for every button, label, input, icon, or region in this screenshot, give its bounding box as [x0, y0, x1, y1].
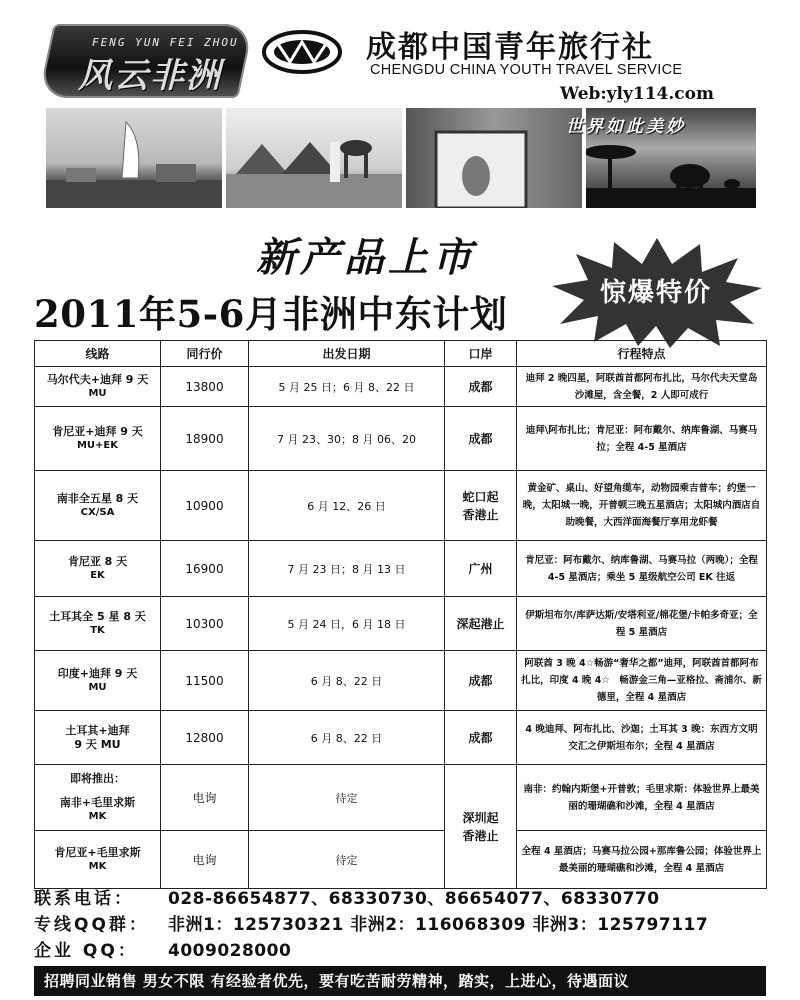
- table-row: [35, 711, 767, 765]
- photo-pyramids: [226, 108, 402, 208]
- dates-cell: 7 月 23 日；8 月 13 日: [249, 541, 445, 597]
- table-row: [35, 407, 767, 471]
- price-cell: 电询: [161, 765, 249, 831]
- route-cell: 印度+迪拜 9 天 MU: [35, 651, 161, 711]
- dates-cell: 待定: [249, 831, 445, 889]
- route-cell: 土耳其+迪拜 9 天 MU: [35, 711, 161, 765]
- contact-qq-group-value: 非洲1：125730321 非洲2：116068309 非洲3：125797117: [168, 915, 709, 935]
- table-row: [35, 597, 767, 651]
- route-cell: 马尔代夫+迪拜 9 天 MU: [35, 367, 161, 407]
- features-cell: 南非：约翰内斯堡+开普敦；毛里求斯：体验世界上最美丽的珊瑚礁和沙滩，全程 4 星酒店: [517, 765, 767, 831]
- dates-cell: 6 月 12、26 日: [249, 471, 445, 541]
- header: [0, 0, 800, 108]
- itinerary-table: [34, 340, 767, 889]
- route-cell: 肯尼亚 8 天 EK: [35, 541, 161, 597]
- slogan: 世界如此美妙: [566, 117, 686, 137]
- brand-title: 风云非洲: [78, 56, 222, 96]
- dates-cell: 5 月 25 日；6 月 8、22 日: [249, 367, 445, 407]
- table-header-row: [35, 341, 767, 367]
- port-cell: 蛇口起 香港止: [445, 471, 517, 541]
- contact-phone-value: 028-86654877、68330730、86654077、68330770: [168, 889, 660, 909]
- dates-cell: 待定: [249, 765, 445, 831]
- contact-qq-label: 企业 QQ：: [34, 941, 138, 961]
- route-cell: 南非全五星 8 天 CX/SA: [35, 471, 161, 541]
- photo-dubai: [46, 108, 222, 208]
- price-cell: 10300: [161, 597, 249, 651]
- features-cell: 迪拜 2 晚四星，阿联酋首都阿布扎比，马尔代夫天堂岛沙滩屋，含全餐，2 人即可成行: [517, 367, 767, 407]
- route-cell: 肯尼亚+毛里求斯 MK: [35, 831, 161, 889]
- recruitment-banner: 招聘同业销售 男女不限 有经验者优先，要有吃苦耐劳精神，踏实，上进心，待遇面议: [34, 966, 766, 996]
- dates-cell: 5 月 24 日，6 月 18 日: [249, 597, 445, 651]
- dates-cell: 7 月 23、30；8 月 06、20: [249, 407, 445, 471]
- header-route: 线路: [35, 341, 161, 367]
- table-row: [35, 471, 767, 541]
- features-cell: 迪拜\阿布扎比；肯尼亚：阿布戴尔、纳库鲁湖、马赛马拉；全程 4-5 星酒店: [517, 407, 767, 471]
- contact-qq-group: [34, 910, 708, 935]
- features-cell: 黄金矿、桌山、好望角缆车，动物园乘吉普车；约堡一晚，太阳城一晚，开普顿三晚五星酒店；太阳城内酒店自助晚餐，大西洋面海餐厅享用龙虾餐: [517, 471, 767, 541]
- table-row: [35, 765, 767, 831]
- port-cell: 广州: [445, 541, 517, 597]
- company-name-cn: 成都中国青年旅行社: [366, 30, 654, 65]
- port-cell: 深圳起 香港止: [445, 765, 517, 889]
- features-cell: 肯尼亚：阿布戴尔、纳库鲁湖、马赛马拉（两晚）；全程 4-5 星酒店；乘坐 5 星级航空公司 EK 往返: [517, 541, 767, 597]
- port-cell: 成都: [445, 407, 517, 471]
- contact-phone: [34, 884, 660, 909]
- price-cell: 12800: [161, 711, 249, 765]
- website: Web:yly114.com: [560, 84, 714, 104]
- contact-phone-label: 联系电话：: [34, 889, 134, 909]
- features-cell: 4 晚迪拜、阿布扎比、沙迦；土耳其 3 晚：东西方文明交汇之伊斯坦布尔；全程 4 星酒店: [517, 711, 767, 765]
- brand-subtitle: FENG YUN FEI ZHOU: [92, 36, 239, 49]
- contact-qq: [34, 936, 291, 961]
- special-price-badge: 惊爆特价: [600, 278, 713, 308]
- table-row: [35, 651, 767, 711]
- dates-cell: 6 月 8、22 日: [249, 711, 445, 765]
- upcoming-label: 即将推出：: [70, 771, 125, 785]
- header-features: 行程特点: [517, 341, 767, 367]
- features-cell: 全程 4 星酒店；马赛马拉公园+那库鲁公园；体验世界上最美丽的珊瑚礁和沙滩，全程 4 星酒店: [517, 831, 767, 889]
- port-cell: 成都: [445, 711, 517, 765]
- contact-qq-value: 4009028000: [168, 941, 292, 961]
- price-cell: 10900: [161, 471, 249, 541]
- cyts-logo-icon: [262, 28, 342, 76]
- route-cell: 即将推出： 南非+毛里求斯 MK: [35, 765, 161, 831]
- price-cell: 电询: [161, 831, 249, 889]
- dates-cell: 6 月 8、22 日: [249, 651, 445, 711]
- route-cell: 肯尼亚+迪拜 9 天 MU+EK: [35, 407, 161, 471]
- table-row: [35, 541, 767, 597]
- table-row: [35, 367, 767, 407]
- company-name-en: CHENGDU CHINA YOUTH TRAVEL SERVICE: [370, 62, 683, 78]
- features-cell: 阿联酋 3 晚 4☆畅游“奢华之都”迪拜，阿联酋首都阿布扎比，印度 4 晚 4☆ 畅游金三角—亚格拉、斋浦尔、新德里，全程 4 星酒店: [517, 651, 767, 711]
- header-dates: 出发日期: [249, 341, 445, 367]
- contact-qq-group-label: 专线QQ群：: [34, 915, 149, 935]
- port-cell: 成都: [445, 651, 517, 711]
- table-row: [35, 831, 767, 889]
- new-product-title: 新产品上市: [256, 235, 476, 281]
- price-cell: 18900: [161, 407, 249, 471]
- port-cell: 成都: [445, 367, 517, 407]
- plan-title: 2011年5-6月非洲中东计划: [34, 292, 508, 336]
- photo-dead-sea: [406, 108, 582, 208]
- header-price: 同行价: [161, 341, 249, 367]
- header-port: 口岸: [445, 341, 517, 367]
- port-cell: 深起港止: [445, 597, 517, 651]
- features-cell: 伊斯坦布尔/库萨达斯/安塔利亚/棉花堡/卡帕多奇亚；全程 5 星酒店: [517, 597, 767, 651]
- price-cell: 16900: [161, 541, 249, 597]
- route-cell: 土耳其全 5 星 8 天 TK: [35, 597, 161, 651]
- price-cell: 11500: [161, 651, 249, 711]
- price-cell: 13800: [161, 367, 249, 407]
